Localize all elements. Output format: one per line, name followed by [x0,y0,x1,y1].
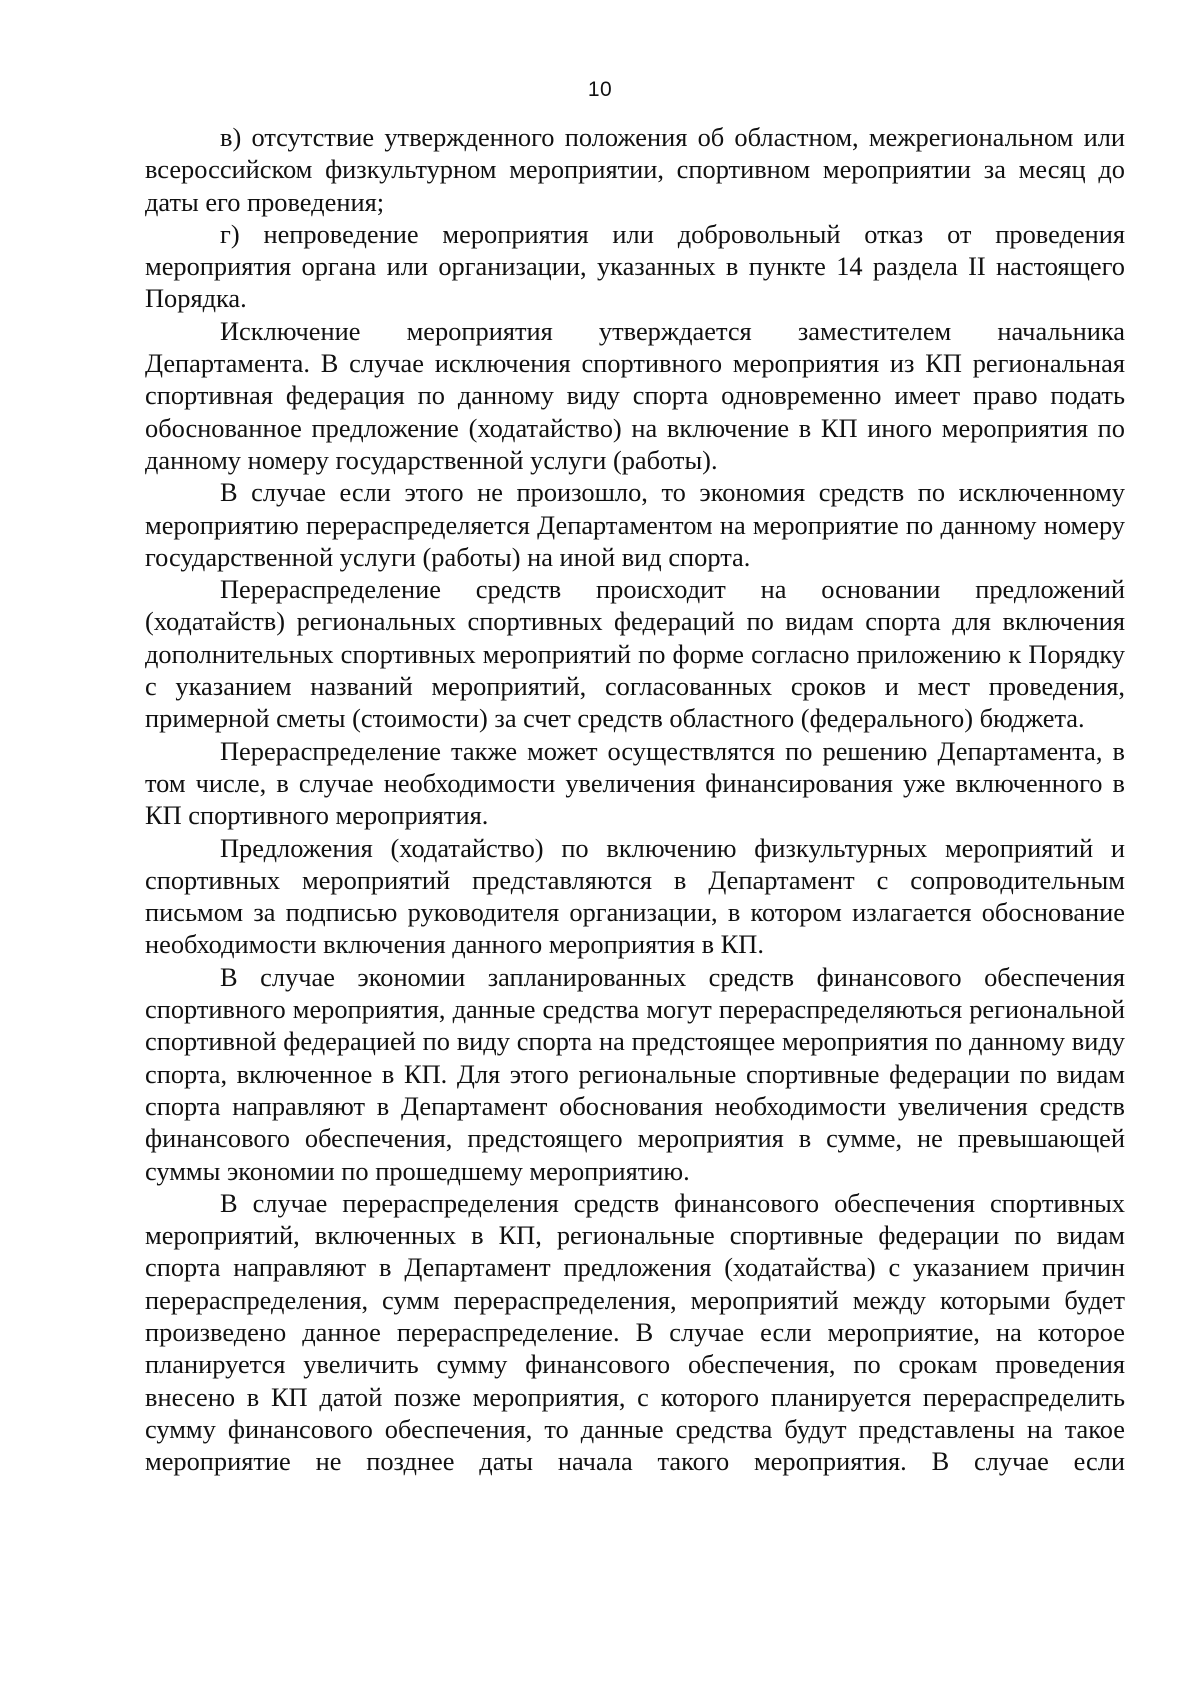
page-number: 10 [587,78,613,101]
paragraph: в) отсутствие утвержденного положения об областном, межрегиональном или всероссийском физкультурном мероприятии, спортивном мероприятии за месяц до даты его проведения; [145,122,1125,217]
paragraph: В случае если этого не произошло, то экономия средств по исключенному мероприятию перераспределяется Департаментом на мероприятие по данному номеру государственной услуги (работы) на иной вид спорта. [145,477,1125,572]
paragraph: В случае экономии запланированных средств финансового обеспечения спортивного мероприятия, данные средства могут перераспределяються региональной спортивной федерацией по виду спорта на предстоящее мероприятия по данному виду спорта, включенное в КП. Для этого региональные спортивные федерации по видам спорта направляют в Департамент обоснования необходимости увеличения средств финансового обеспечения, предстоящего мероприятия в сумме, не превышающей суммы экономии по прошедшему мероприятию. [145,961,1125,1186]
document-body [145,121,1125,1477]
paragraph: В случае перераспределения средств финансового обеспечения спортивных мероприятий, включенных в КП, региональные спортивные федерации по видам спорта направляют в Департамент предложения (ходатайства) с указанием причин перераспределения, сумм перераспределения, мероприятий между которыми будет произведено данное перераспределение. В случае если мероприятие, на которое планируется увеличить сумму финансового обеспечения, по срокам проведения внесено в КП датой позже мероприятия, с которого планируется перераспределить сумму финансового обеспечения, то данные средства будут представлены на такое мероприятие не позднее даты начала такого мероприятия. В случае если [145,1187,1125,1477]
paragraph: Перераспределение средств происходит на основании предложений (ходатайств) региональных спортивных федераций по видам спорта для включения дополнительных спортивных мероприятий по форме согласно приложению к Порядку с указанием названий мероприятий, согласованных сроков и мест проведения, примерной сметы (стоимости) за счет средств областного (федерального) бюджета. [145,574,1125,734]
paragraph: г) непроведение мероприятия или добровольный отказ от проведения мероприятия органа или организации, указанных в пункте 14 раздела II настоящего Порядка. [145,218,1125,314]
paragraph: Исключение мероприятия утверждается заместителем начальника Департамента. В случае исключения спортивного мероприятия из КП региональная спортивная федерация по данному виду спорта одновременно имеет право подать обоснованное предложение (ходатайство) на включение в КП иного мероприятия по данному номеру государственной услуги (работы). [145,315,1125,475]
paragraph: Предложения (ходатайство) по включению физкультурных мероприятий и спортивных мероприятий представляются в Департамент с сопроводительным письмом за подписью руководителя организации, в котором излагается обоснование необходимости включения данного мероприятия в КП. [145,832,1125,960]
paragraph: Перераспределение также может осуществлятся по решению Департамента, в том числе, в случае необходимости увеличения финансирования уже включенного в КП спортивного мероприятия. [145,735,1125,831]
